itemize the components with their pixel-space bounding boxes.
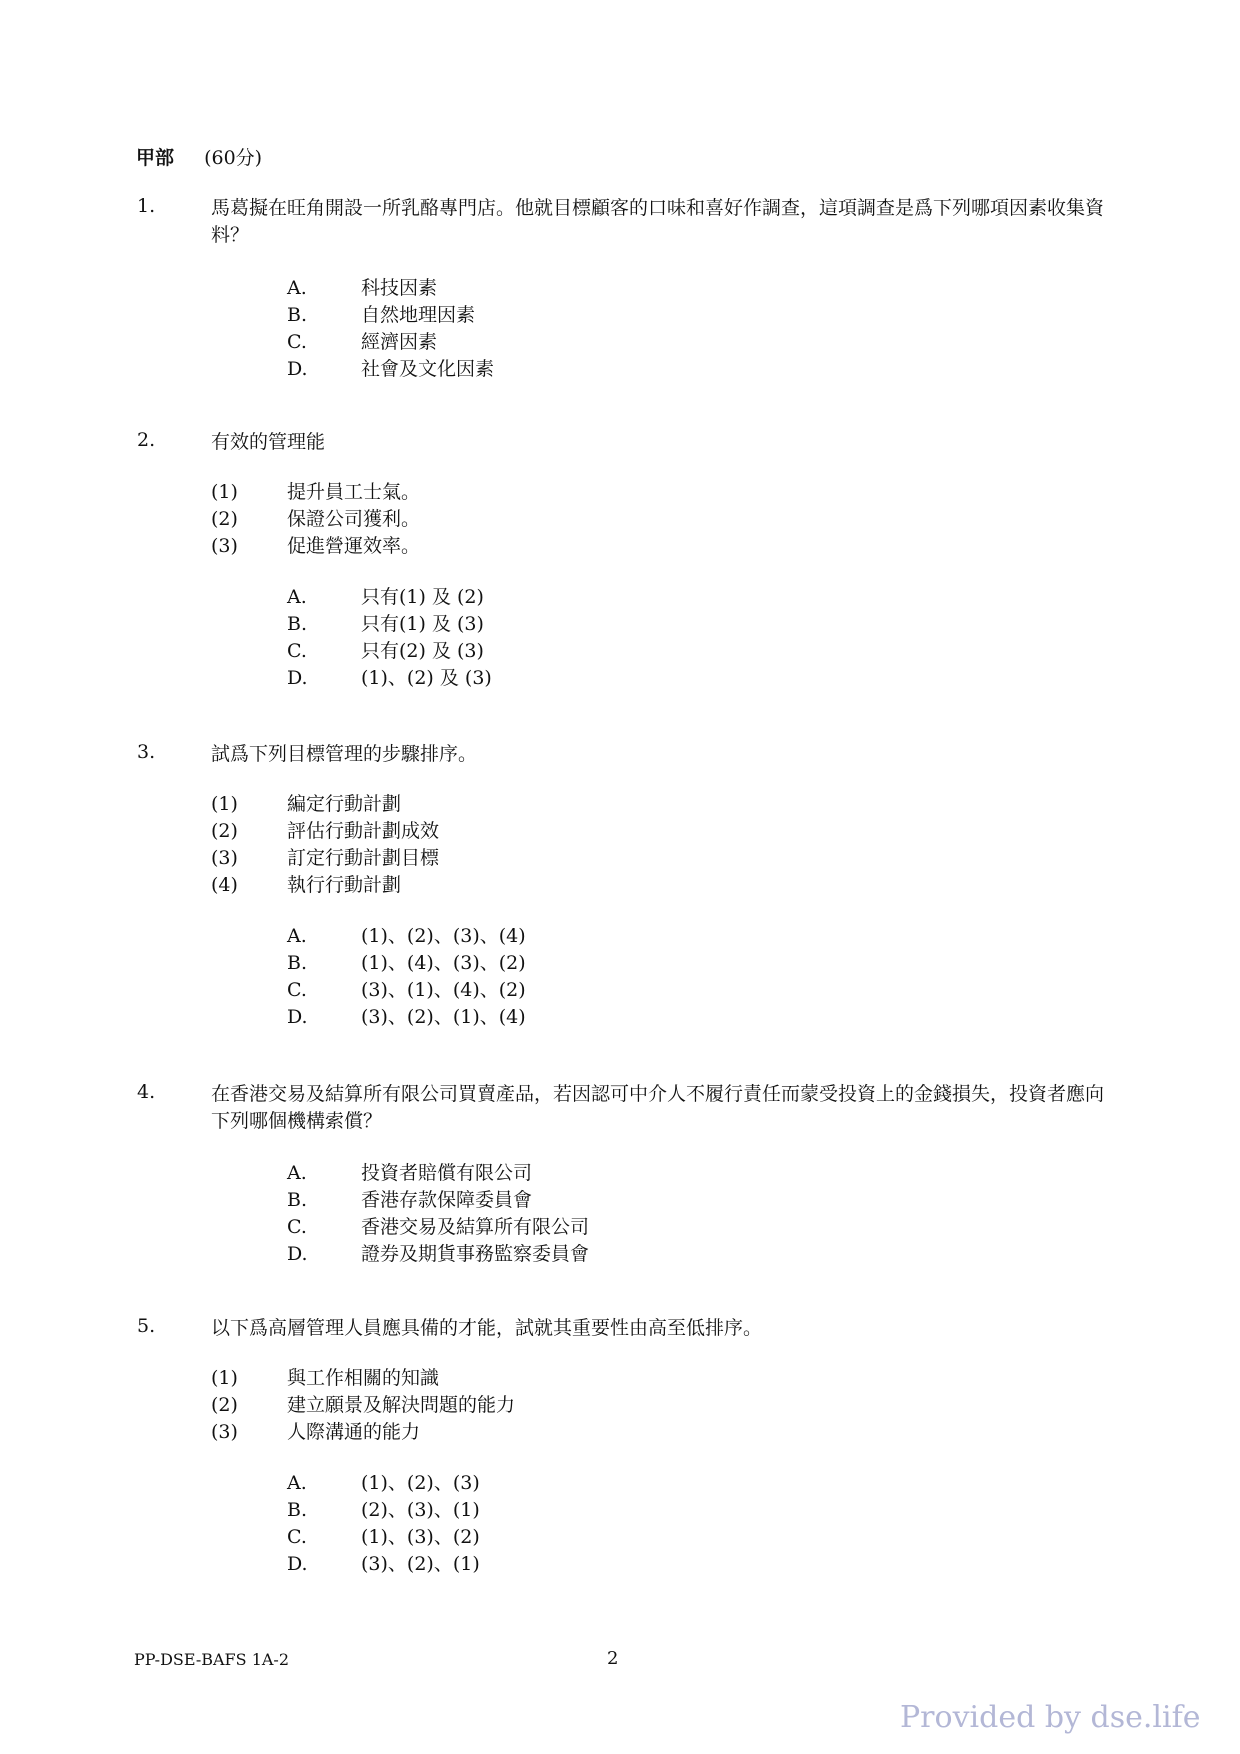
option-label: B. [287, 952, 308, 974]
option-label: C. [287, 640, 307, 662]
option-label: C. [287, 1526, 307, 1548]
statement-text: 訂定行動計劃目標 [287, 847, 440, 869]
question-number: 5. [137, 1315, 156, 1337]
option-text: (1)、(2) 及 (3) [361, 667, 492, 689]
statement-text: 促進營運效率。 [287, 535, 421, 557]
option-label: A. [287, 277, 307, 299]
option-label: B. [287, 613, 308, 635]
statement-label: (3) [211, 535, 238, 557]
option-text: (3)、(2)、(1) [361, 1553, 480, 1575]
option-text: 自然地理因素 [361, 304, 476, 326]
option-text: 只有(1) 及 (2) [361, 586, 484, 608]
option-text: (1)、(2)、(3)、(4) [361, 925, 526, 947]
statement-label: (1) [211, 1367, 238, 1389]
statement-text: 保證公司獲利。 [287, 508, 421, 530]
statement-text: 執行行動計劃 [287, 874, 402, 896]
statement-text: 評估行動計劃成效 [287, 820, 440, 842]
statement-label: (2) [211, 820, 238, 842]
option-label: B. [287, 1499, 308, 1521]
option-label: C. [287, 331, 307, 353]
footer-paper-code: PP-DSE-BAFS 1A-2 [134, 1650, 290, 1669]
option-label: B. [287, 1189, 308, 1211]
option-text: (1)、(3)、(2) [361, 1526, 480, 1548]
statement-label: (1) [211, 481, 238, 503]
option-text: 證券及期貨事務監察委員會 [361, 1243, 590, 1265]
question-text: 在香港交易及結算所有限公司買賣產品，若因認可中介人不履行責任而蒙受投資上的金錢損失，投資者應向下列哪個機構索償？ [211, 1083, 1105, 1132]
watermark-link[interactable]: Provided by dse.life [900, 1700, 1201, 1735]
statement-text: 與工作相關的知識 [287, 1367, 440, 1389]
statement-label: (4) [211, 874, 238, 896]
option-label: C. [287, 979, 307, 1001]
statement-text: 人際溝通的能力 [287, 1421, 421, 1443]
statement-label: (1) [211, 793, 238, 815]
option-text: 社會及文化因素 [361, 358, 495, 380]
option-label: D. [287, 1553, 308, 1575]
option-text: (1)、(2)、(3) [361, 1472, 480, 1494]
option-text: 只有(1) 及 (3) [361, 613, 484, 635]
option-label: A. [287, 1472, 307, 1494]
statement-text: 編定行動計劃 [287, 793, 402, 815]
statement-label: (2) [211, 1394, 238, 1416]
option-text: 投資者賠償有限公司 [361, 1162, 533, 1184]
option-text: 香港交易及結算所有限公司 [361, 1216, 590, 1238]
option-label: C. [287, 1216, 307, 1238]
option-text: 香港存款保障委員會 [361, 1189, 533, 1211]
section-title: 甲部 [136, 147, 175, 169]
option-text: 只有(2) 及 (3) [361, 640, 484, 662]
question-text: 試爲下列目標管理的步驟排序。 [211, 743, 478, 765]
option-label: D. [287, 1006, 308, 1028]
question-number: 4. [137, 1081, 156, 1103]
option-label: A. [287, 925, 307, 947]
statement-label: (3) [211, 847, 238, 869]
option-text: (2)、(3)、(1) [361, 1499, 480, 1521]
option-label: D. [287, 358, 308, 380]
option-text: (3)、(2)、(1)、(4) [361, 1006, 526, 1028]
statement-label: (3) [211, 1421, 238, 1443]
footer-page-number: 2 [607, 1648, 619, 1669]
question-text: 以下爲高層管理人員應具備的才能，試就其重要性由高至低排序。 [211, 1317, 763, 1339]
option-label: A. [287, 1162, 307, 1184]
option-text: (1)、(4)、(3)、(2) [361, 952, 526, 974]
statement-text: 建立願景及解決問題的能力 [287, 1394, 516, 1416]
question-text: 馬葛擬在旺角開設一所乳酪專門店。他就目標顧客的口味和喜好作調查，這項調查是爲下列哪項因素收集資料？ [211, 197, 1105, 246]
option-text: 經濟因素 [361, 331, 438, 353]
statement-text: 提升員工士氣。 [287, 481, 421, 503]
option-text: 科技因素 [361, 277, 438, 299]
option-text: (3)、(1)、(4)、(2) [361, 979, 526, 1001]
section-heading [136, 143, 262, 170]
option-label: B. [287, 304, 308, 326]
section-marks: (60分) [204, 147, 263, 169]
option-label: D. [287, 667, 308, 689]
question-text: 有效的管理能 [211, 431, 326, 453]
question-number: 3. [137, 741, 156, 763]
statement-label: (2) [211, 508, 238, 530]
question-number: 1. [137, 195, 156, 217]
question-number: 2. [137, 429, 156, 451]
option-label: D. [287, 1243, 308, 1265]
option-label: A. [287, 586, 307, 608]
